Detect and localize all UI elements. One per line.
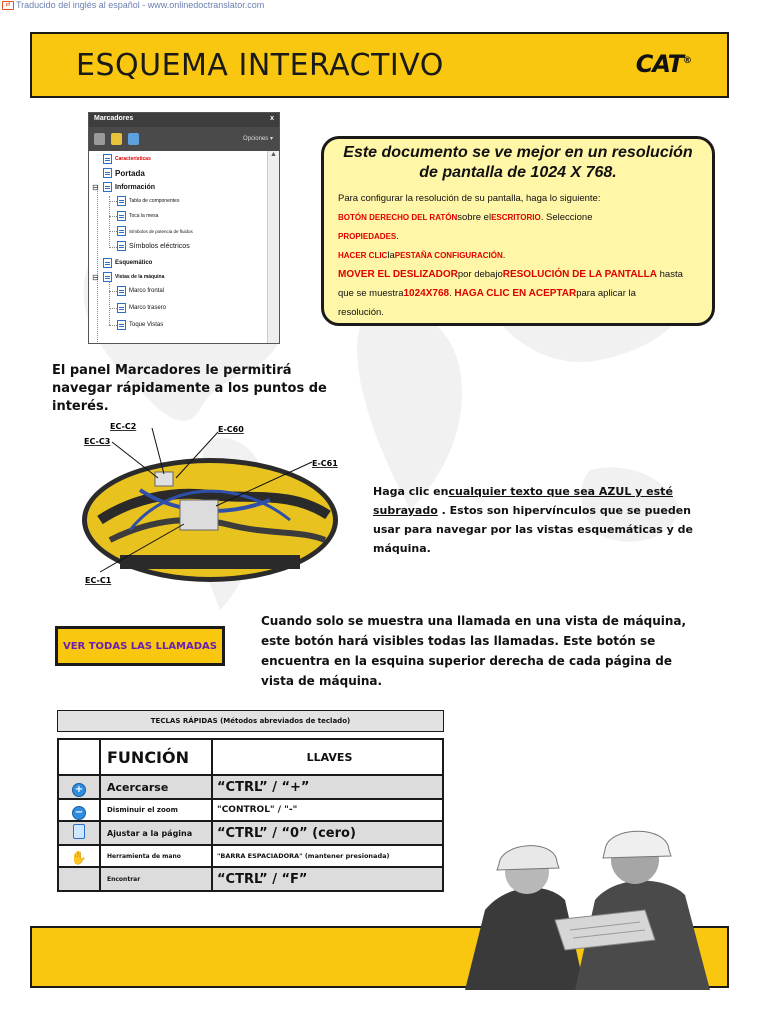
- registered-mark: ®: [683, 56, 691, 66]
- trash-icon[interactable]: [94, 133, 105, 145]
- bookmark-item[interactable]: Esquemático: [103, 258, 152, 268]
- translator-text[interactable]: Traducido del inglés al español - www.onlinedoctranslator.com: [16, 0, 265, 10]
- bookmark-item[interactable]: ⊟ Vistas de la máquina: [92, 272, 165, 282]
- bookmarks-title: Marcadores: [94, 115, 134, 122]
- bookmark-icon: [117, 241, 126, 251]
- bookmark-icon: [117, 303, 126, 313]
- function-column-header: FUNCIÓN: [100, 739, 212, 775]
- bookmarks-toolbar: [89, 127, 279, 151]
- bookmark-item[interactable]: Toque Vistas: [117, 320, 163, 330]
- bookmark-icon: [103, 182, 112, 192]
- keys-column-header: LLAVES: [212, 739, 443, 775]
- bookmark-item[interactable]: Símbolos eléctricos: [117, 241, 190, 251]
- table-row: ✋ Herramienta de mano "BARRA ESPACIADORA" (mantener presionada): [58, 845, 443, 867]
- cat-logo-text: CAT: [635, 50, 683, 78]
- infobox-body: Para configurar la resolución de su pantalla, haga lo siguiente: BOTÓN DERECHO DEL RATÓNsobre elESCRITORIO. Seleccione PROPIEDADES. HACER CLIClaPESTAÑA CONFIGURACIÓN. MOVER EL DESLIZADORpor debajoRESOLUCIÓN DE LA PANTALLA hasta que se muestra1024X768. HAGA CLIC EN ACEPTARpara aplicar la resolución.: [338, 193, 683, 318]
- bookmark-icon: [103, 154, 112, 164]
- bookmark-icon: [117, 211, 126, 221]
- new-bookmark-icon[interactable]: [111, 133, 122, 145]
- bookmark-item[interactable]: ⊟ Información: [92, 182, 156, 192]
- bookmarks-titlebar: [89, 113, 279, 127]
- bookmark-item[interactable]: Símbolos de potencia de fluidos: [117, 226, 193, 236]
- zoom-in-icon: +: [72, 783, 86, 797]
- callout-ec-c1[interactable]: EC-C1: [85, 576, 112, 585]
- machine-callout-diagram: [60, 420, 360, 590]
- bookmark-icon: [117, 196, 126, 206]
- collapse-icon[interactable]: ⊟: [92, 272, 99, 282]
- icon-column-header: [58, 739, 100, 775]
- translate-icon: ⇄: [2, 1, 14, 10]
- bookmark-icon: [117, 286, 126, 296]
- bookmarks-options[interactable]: Opciones ▾: [242, 136, 273, 142]
- cat-logo: [636, 50, 691, 78]
- callout-e-c61[interactable]: E-C61: [312, 459, 338, 468]
- view-all-callouts-button[interactable]: VER TODAS LAS LLAMADAS: [55, 626, 225, 666]
- bookmark-icon: [117, 320, 126, 330]
- bookmark-item[interactable]: Marco trasero: [117, 303, 166, 313]
- bookmarks-scrollbar[interactable]: [267, 151, 279, 344]
- expand-bookmark-icon[interactable]: [128, 133, 139, 145]
- hyperlink-explanation: Haga clic encualquier texto que sea AZUL y esté subrayado . Estos son hipervínculos que se pueden usar para navegar por las vistas esquemáticas y de máquina.: [373, 485, 694, 555]
- callouts-explanation: Cuando solo se muestra una llamada en una vista de máquina, este botón hará visibles todas las llamadas. Este botón se encuentra en la esquina superior derecha de cada página de vista de máquina.: [261, 614, 687, 688]
- shortcuts-table: [57, 738, 444, 892]
- infobox-title: Este documento se ve mejor en un resolución de pantalla de 1024 X 768.: [343, 144, 693, 181]
- callout-ec-c3[interactable]: EC-C3: [84, 437, 111, 446]
- table-row: + Acercarse “CTRL” / “+”: [58, 775, 443, 799]
- bookmarks-caption: El panel Marcadores le permitirá navegar rápidamente a los puntos de interés.: [52, 363, 327, 414]
- bookmark-item[interactable]: Toca la mesa: [117, 211, 158, 221]
- table-row: − Disminuir el zoom "CONTROL" / "-": [58, 799, 443, 821]
- scroll-up-icon[interactable]: ▲: [270, 151, 277, 158]
- bookmark-icon: [103, 272, 112, 282]
- bookmark-icon: [103, 258, 112, 268]
- callout-ec-c2[interactable]: EC-C2: [110, 422, 137, 431]
- bookmark-icon: [103, 168, 112, 178]
- table-row: Ajustar a la página “CTRL” / “0” (cero): [58, 821, 443, 845]
- bookmark-item[interactable]: Características: [103, 154, 151, 164]
- collapse-icon[interactable]: ⊟: [92, 182, 99, 192]
- resolution-info-box: [321, 136, 715, 326]
- bookmark-item[interactable]: Marco frontal: [117, 286, 164, 296]
- header-banner: [30, 32, 729, 98]
- close-icon[interactable]: x: [270, 115, 274, 122]
- translator-banner[interactable]: [2, 0, 264, 10]
- workers-photo: [455, 790, 715, 990]
- bookmark-item[interactable]: Portada: [103, 168, 145, 178]
- bookmark-item[interactable]: Tabla de componentes: [117, 196, 179, 206]
- callout-e-c60[interactable]: E-C60: [218, 425, 244, 434]
- bookmarks-tree: [89, 151, 279, 344]
- zoom-out-icon: −: [72, 806, 86, 820]
- fit-page-icon: [73, 824, 85, 839]
- page-title: ESQUEMA INTERACTIVO: [76, 48, 444, 83]
- shortcuts-heading: TECLAS RÁPIDAS (Métodos abreviados de teclado): [57, 710, 444, 732]
- hand-tool-icon: ✋: [70, 850, 88, 866]
- table-row: Encontrar “CTRL” / “F”: [58, 867, 443, 891]
- bookmarks-panel: [88, 112, 280, 344]
- bookmark-icon: [117, 226, 126, 236]
